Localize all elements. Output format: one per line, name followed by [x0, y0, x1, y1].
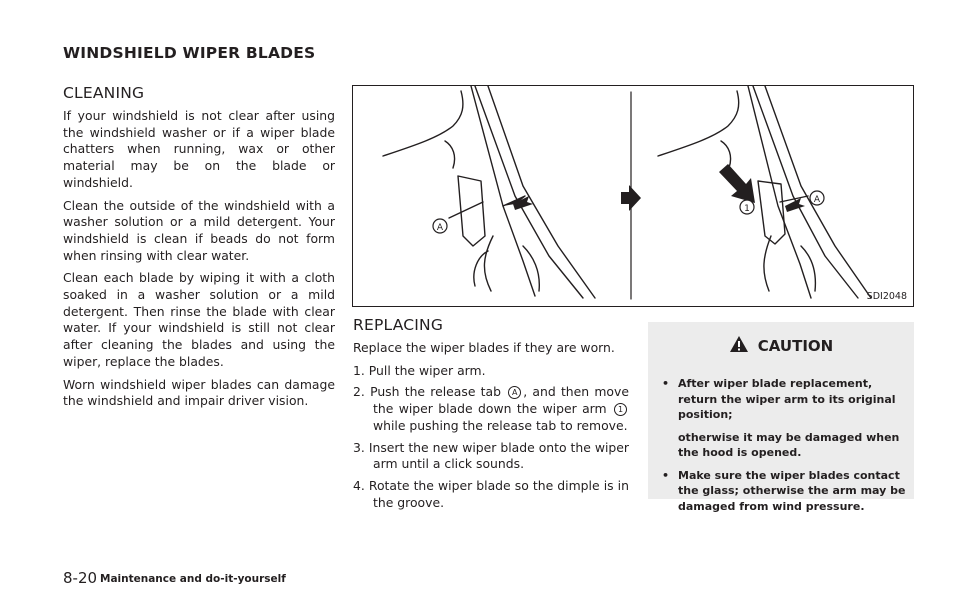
marker-a-inline: A [508, 386, 521, 399]
step-3-text: Insert the new wiper blade onto the wiper arm until a click sounds. [368, 439, 629, 472]
marker-1 [740, 200, 754, 214]
cleaning-heading: CLEANING [63, 84, 145, 102]
wiper-blade-left [475, 86, 583, 298]
svg-text:A: A [813, 195, 821, 205]
step-2-text-b: , and then move the wiper blade down the wiper arm [373, 384, 629, 417]
upper-hand-left [383, 91, 463, 168]
caution-title: CAUTION [757, 337, 834, 355]
caution-list [658, 376, 906, 521]
replacing-heading: REPLACING [353, 316, 444, 334]
step-4 [353, 478, 629, 511]
section-title: WINDSHIELD WIPER BLADES [63, 44, 316, 62]
marker-a-right [810, 191, 824, 205]
cleaning-paragraph-2: Clean the outside of the windshield with a washer solution or a mild detergent. Your windshield is clean if beads do not form when rinsing with clear water. [63, 197, 335, 263]
step-2-text-c: while pushing the release tab to remove. [373, 417, 628, 433]
replacing-column [353, 316, 629, 516]
caution-bullet-2: • [662, 468, 670, 482]
cleaning-paragraph-4: Worn windshield wiper blades can damage the windshield and impair driver vision. [63, 376, 335, 409]
cleaning-paragraph-3: Clean each blade by wiping it with a cloth soaked in a washer solution or a mild detergent. Then rinse the blade with clear water. If your windshield is still not clear after cleaning the blades and using the wiper, replace the blades. [63, 270, 335, 369]
step-3 [353, 440, 629, 473]
wiper-illustration [352, 85, 914, 307]
step-1-number: 1. [353, 362, 365, 378]
process-arrow-icon [621, 185, 641, 211]
upper-hand-right [658, 91, 739, 168]
lower-hand-left [474, 236, 539, 291]
step-2-text-a: Push the release tab [370, 384, 501, 400]
caution-item-1-line-2: otherwise it may be damaged when the hood is opened. [678, 430, 900, 459]
wiper-blade-right [753, 86, 858, 298]
step-2-number: 2. [353, 384, 365, 400]
replacing-steps [353, 363, 629, 512]
cleaning-column [63, 84, 335, 416]
caution-bullet-1: • [662, 377, 670, 390]
caution-item-1 [658, 376, 906, 461]
svg-text:A: A [436, 223, 444, 233]
step-4-number: 4. [353, 477, 365, 493]
step-1 [353, 363, 629, 380]
caution-header [648, 335, 914, 355]
step-2 [353, 384, 629, 434]
direction-arrow-icon [719, 164, 755, 203]
caution-item-2 [658, 468, 906, 515]
step-4-text: Rotate the wiper blade so the dimple is in the groove. [368, 477, 629, 510]
wiper-arm-right [748, 86, 811, 298]
figure-code: SDI2048 [866, 291, 907, 302]
caution-item-2-text: Make sure the wiper blades contact the glass; otherwise the arm may be damaged from wind pressure. [678, 468, 906, 513]
svg-text:1: 1 [744, 204, 750, 214]
replacing-intro: Replace the wiper blades if they are worn. [353, 340, 615, 355]
release-tab-left [458, 176, 485, 246]
page-number: 8-20 [63, 569, 98, 587]
caution-item-1-line-1: After wiper blade replacement, return the wiper arm to its original position; [678, 377, 896, 421]
marker-1-inline: 1 [614, 403, 627, 416]
caution-box [648, 322, 914, 513]
lower-hand-right [764, 236, 815, 291]
step-3-number: 3. [353, 439, 365, 455]
cleaning-paragraph-1: If your windshield is not clear after using the windshield washer or if a wiper blade chatters when running, wax or other material may be on the blade or windshield. [63, 108, 335, 190]
footer-section: Maintenance and do-it-yourself [100, 573, 286, 585]
marker-a-left [433, 219, 447, 233]
wiper-illustration-drawing [353, 86, 912, 305]
step-1-text: Pull the wiper arm. [368, 362, 486, 378]
warning-triangle-icon [729, 335, 749, 353]
